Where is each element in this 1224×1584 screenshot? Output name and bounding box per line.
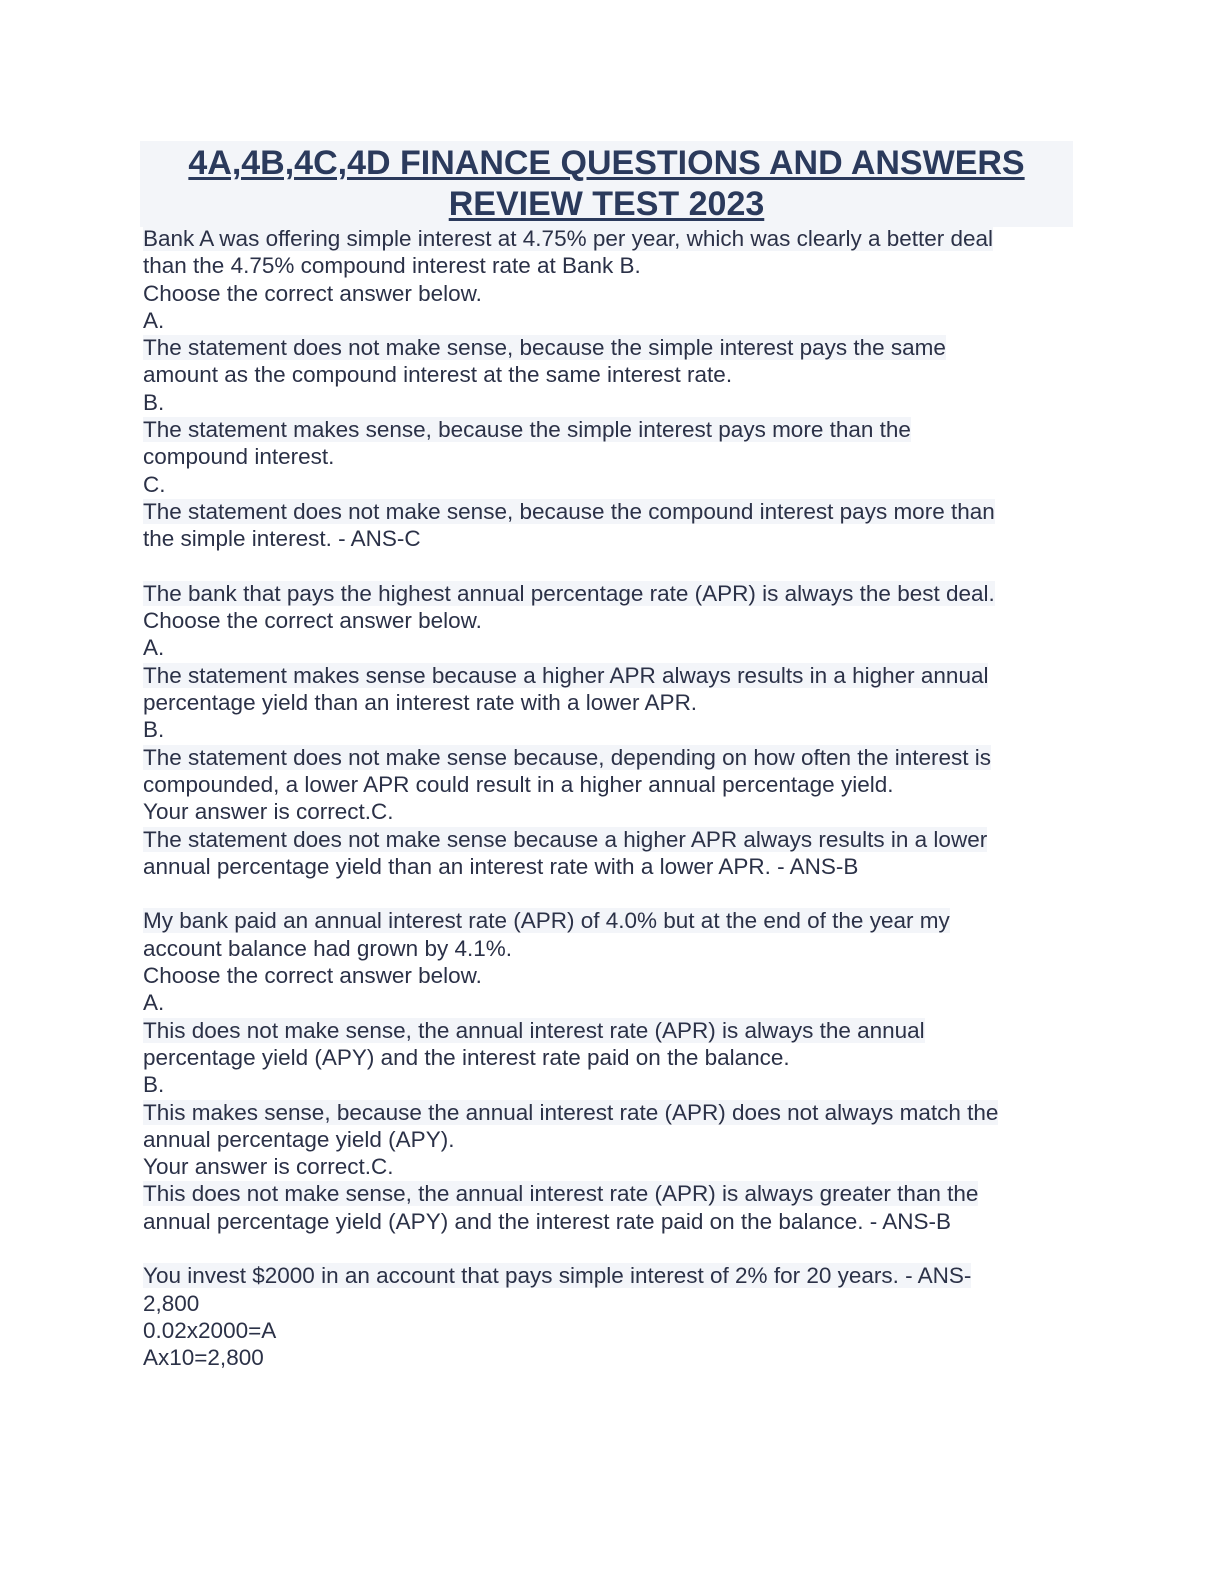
- option-letter: A.: [143, 990, 165, 1016]
- option-text: This makes sense, because the annual interest rate (APR) does not always match the: [143, 1099, 999, 1125]
- instruction-text: Choose the correct answer below.: [143, 608, 482, 634]
- option-letter: C.: [143, 471, 166, 497]
- option-text: percentage yield than an interest rate with a lower APR.: [143, 690, 698, 716]
- option-text: The statement does not make sense because, depending on how often the interest is: [143, 744, 992, 770]
- answer-text: annual percentage yield (APY) and the interest rate paid on the balance. - ANS-B: [143, 1208, 952, 1234]
- feedback-text: Your answer is correct.C.: [143, 799, 394, 825]
- option-text: compound interest.: [143, 444, 335, 470]
- question-text: The bank that pays the highest annual percentage rate (APR) is always the best deal.: [143, 580, 995, 606]
- answer-text: annual percentage yield than an interest rate with a lower APR. - ANS-B: [143, 853, 859, 879]
- option-text: compounded, a lower APR could result in a higher annual percentage yield.: [143, 771, 894, 797]
- answer-text: the simple interest. - ANS-C: [143, 526, 421, 552]
- title-line-2: REVIEW TEST 2023: [448, 185, 765, 223]
- question-text: than the 4.75% compound interest rate at Bank B.: [143, 253, 641, 279]
- option-text: This does not make sense, the annual interest rate (APR) is always greater than the: [143, 1181, 979, 1207]
- spacer: [143, 880, 1063, 907]
- option-text: amount as the compound interest at the same interest rate.: [143, 362, 733, 388]
- question-text: Bank A was offering simple interest at 4.75% per year, which was clearly a better deal: [143, 226, 994, 251]
- option-text: annual percentage yield (APY).: [143, 1126, 455, 1152]
- working-text: Ax10=2,800: [143, 1345, 264, 1371]
- option-text: The statement makes sense, because the simple interest pays more than the: [143, 417, 911, 443]
- spacer: [143, 1235, 1063, 1262]
- option-text: The statement does not make sense, because the simple interest pays the same: [143, 335, 946, 361]
- question-text: My bank paid an annual interest rate (APR) of 4.0% but at the end of the year my: [143, 908, 950, 934]
- spacer: [143, 553, 1063, 580]
- option-text: This does not make sense, the annual interest rate (APR) is always the annual: [143, 1017, 925, 1043]
- option-text: percentage yield (APY) and the interest rate paid on the balance.: [143, 1044, 790, 1070]
- question-1: [143, 225, 1063, 553]
- option-letter: B.: [143, 389, 165, 415]
- document-title: [140, 141, 1073, 227]
- option-text: The statement makes sense because a higher APR always results in a higher annual: [143, 662, 989, 688]
- instruction-text: Choose the correct answer below.: [143, 280, 482, 306]
- question-text: You invest $2000 in an account that pays simple interest of 2% for 20 years. - ANS-: [143, 1263, 972, 1289]
- title-line-1: 4A,4B,4C,4D FINANCE QUESTIONS AND ANSWERS: [188, 144, 1025, 182]
- instruction-text: Choose the correct answer below.: [143, 963, 482, 989]
- feedback-text: Your answer is correct.C.: [143, 1154, 394, 1180]
- question-2: [143, 580, 1063, 880]
- document-body: [143, 225, 1063, 1371]
- option-letter: B.: [143, 1072, 165, 1098]
- question-text: account balance had grown by 4.1%.: [143, 935, 512, 961]
- option-letter: A.: [143, 635, 165, 661]
- option-letter: B.: [143, 717, 165, 743]
- option-text: The statement does not make sense because a higher APR always results in a lower: [143, 826, 988, 852]
- question-4: [143, 1262, 1063, 1371]
- question-3: [143, 907, 1063, 1235]
- working-text: 0.02x2000=A: [143, 1317, 277, 1343]
- option-text: The statement does not make sense, because the compound interest pays more than: [143, 498, 995, 524]
- option-letter: A.: [143, 307, 165, 333]
- answer-text: 2,800: [143, 1290, 200, 1316]
